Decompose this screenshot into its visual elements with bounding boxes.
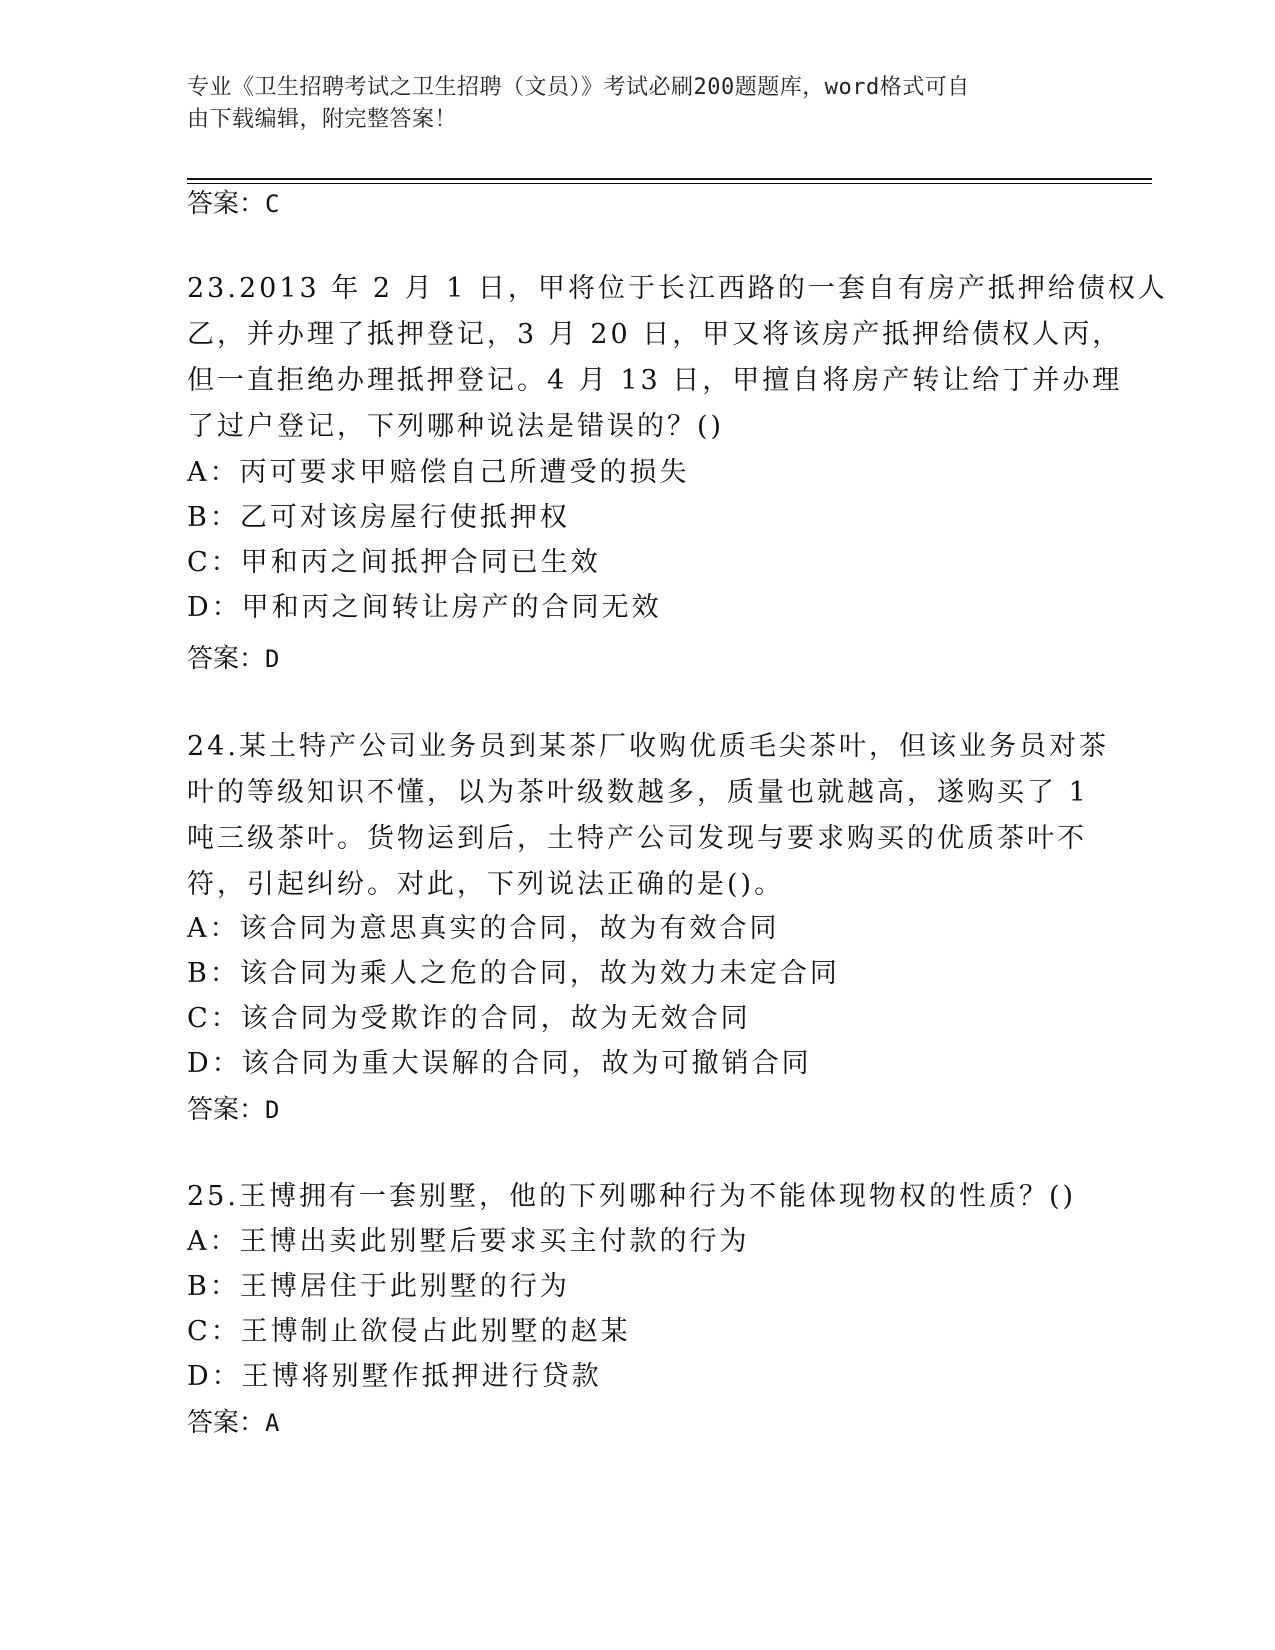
option-b: B：该合同为乘人之危的合同，故为效力未定合同 bbox=[187, 958, 840, 989]
document-header bbox=[187, 72, 1067, 136]
answer-label: 答案： bbox=[187, 1408, 266, 1438]
answer-label: 答案： bbox=[187, 189, 266, 219]
option-c: C：该合同为受欺诈的合同，故为无效合同 bbox=[187, 1003, 751, 1034]
option-b: B：乙可对该房屋行使抵押权 bbox=[187, 502, 570, 533]
question-line: 了过户登记，下列哪种说法是错误的？() bbox=[187, 411, 725, 442]
option-c: C：王博制止欲侵占此别墅的赵某 bbox=[187, 1316, 631, 1347]
option-a: A：王博出卖此别墅后要求买主付款的行为 bbox=[187, 1226, 750, 1257]
option-d: D：该合同为重大误解的合同，故为可撤销合同 bbox=[187, 1048, 812, 1079]
option-a: A：丙可要求甲赔偿自己所遭受的损失 bbox=[187, 457, 690, 488]
header-line-1: 专业《卫生招聘考试之卫生招聘（文员）》考试必刷200题题库，word格式可自 bbox=[187, 75, 970, 100]
answer-value: D bbox=[265, 1096, 280, 1124]
header-rule-thick bbox=[187, 178, 1152, 180]
question-25 bbox=[187, 1174, 1087, 1220]
answer-line-25 bbox=[187, 1406, 279, 1440]
option-d: D：甲和丙之间转让房产的合同无效 bbox=[187, 592, 662, 623]
question-line: 符，引起纠纷。对此，下列说法正确的是()。 bbox=[187, 869, 785, 900]
question-line: 乙，并办理了抵押登记，3 月 20 日，甲又将该房产抵押给债权人丙， bbox=[187, 319, 1123, 350]
question-line: 24.某土特产公司业务员到某茶厂收购优质毛尖茶叶，但该业务员对茶 bbox=[187, 731, 1109, 762]
answer-line-24 bbox=[187, 1093, 279, 1127]
answer-value: C bbox=[265, 190, 280, 218]
question-24 bbox=[187, 724, 1109, 908]
answer-value: A bbox=[265, 1409, 280, 1437]
answer-label: 答案： bbox=[187, 1095, 266, 1125]
answer-line-prev bbox=[187, 187, 279, 221]
option-a: A：该合同为意思真实的合同，故为有效合同 bbox=[187, 913, 780, 944]
question-line: 吨三级茶叶。货物运到后，土特产公司发现与要求购买的优质茶叶不 bbox=[187, 823, 1087, 854]
question-line: 25.王博拥有一套别墅，他的下列哪种行为不能体现物权的性质？() bbox=[187, 1181, 1077, 1212]
header-line-2: 由下载编辑，附完整答案！ bbox=[187, 107, 458, 132]
question-23 bbox=[187, 266, 1168, 450]
option-d: D：王博将别墅作抵押进行贷款 bbox=[187, 1361, 602, 1392]
header-rule-thin bbox=[187, 183, 1152, 184]
answer-line-23 bbox=[187, 642, 279, 676]
answer-label: 答案： bbox=[187, 644, 266, 674]
answer-value: D bbox=[265, 645, 280, 673]
question-line: 23.2013 年 2 月 1 日，甲将位于长江西路的一套自有房产抵押给债权人 bbox=[187, 273, 1168, 304]
option-c: C：甲和丙之间抵押合同已生效 bbox=[187, 547, 601, 578]
question-line: 但一直拒绝办理抵押登记。4 月 13 日，甲擅自将房产转让给丁并办理 bbox=[187, 365, 1123, 396]
question-line: 叶的等级知识不懂，以为茶叶级数越多，质量也就越高，遂购买了 1 bbox=[187, 777, 1089, 808]
option-b: B：王博居住于此别墅的行为 bbox=[187, 1271, 570, 1302]
